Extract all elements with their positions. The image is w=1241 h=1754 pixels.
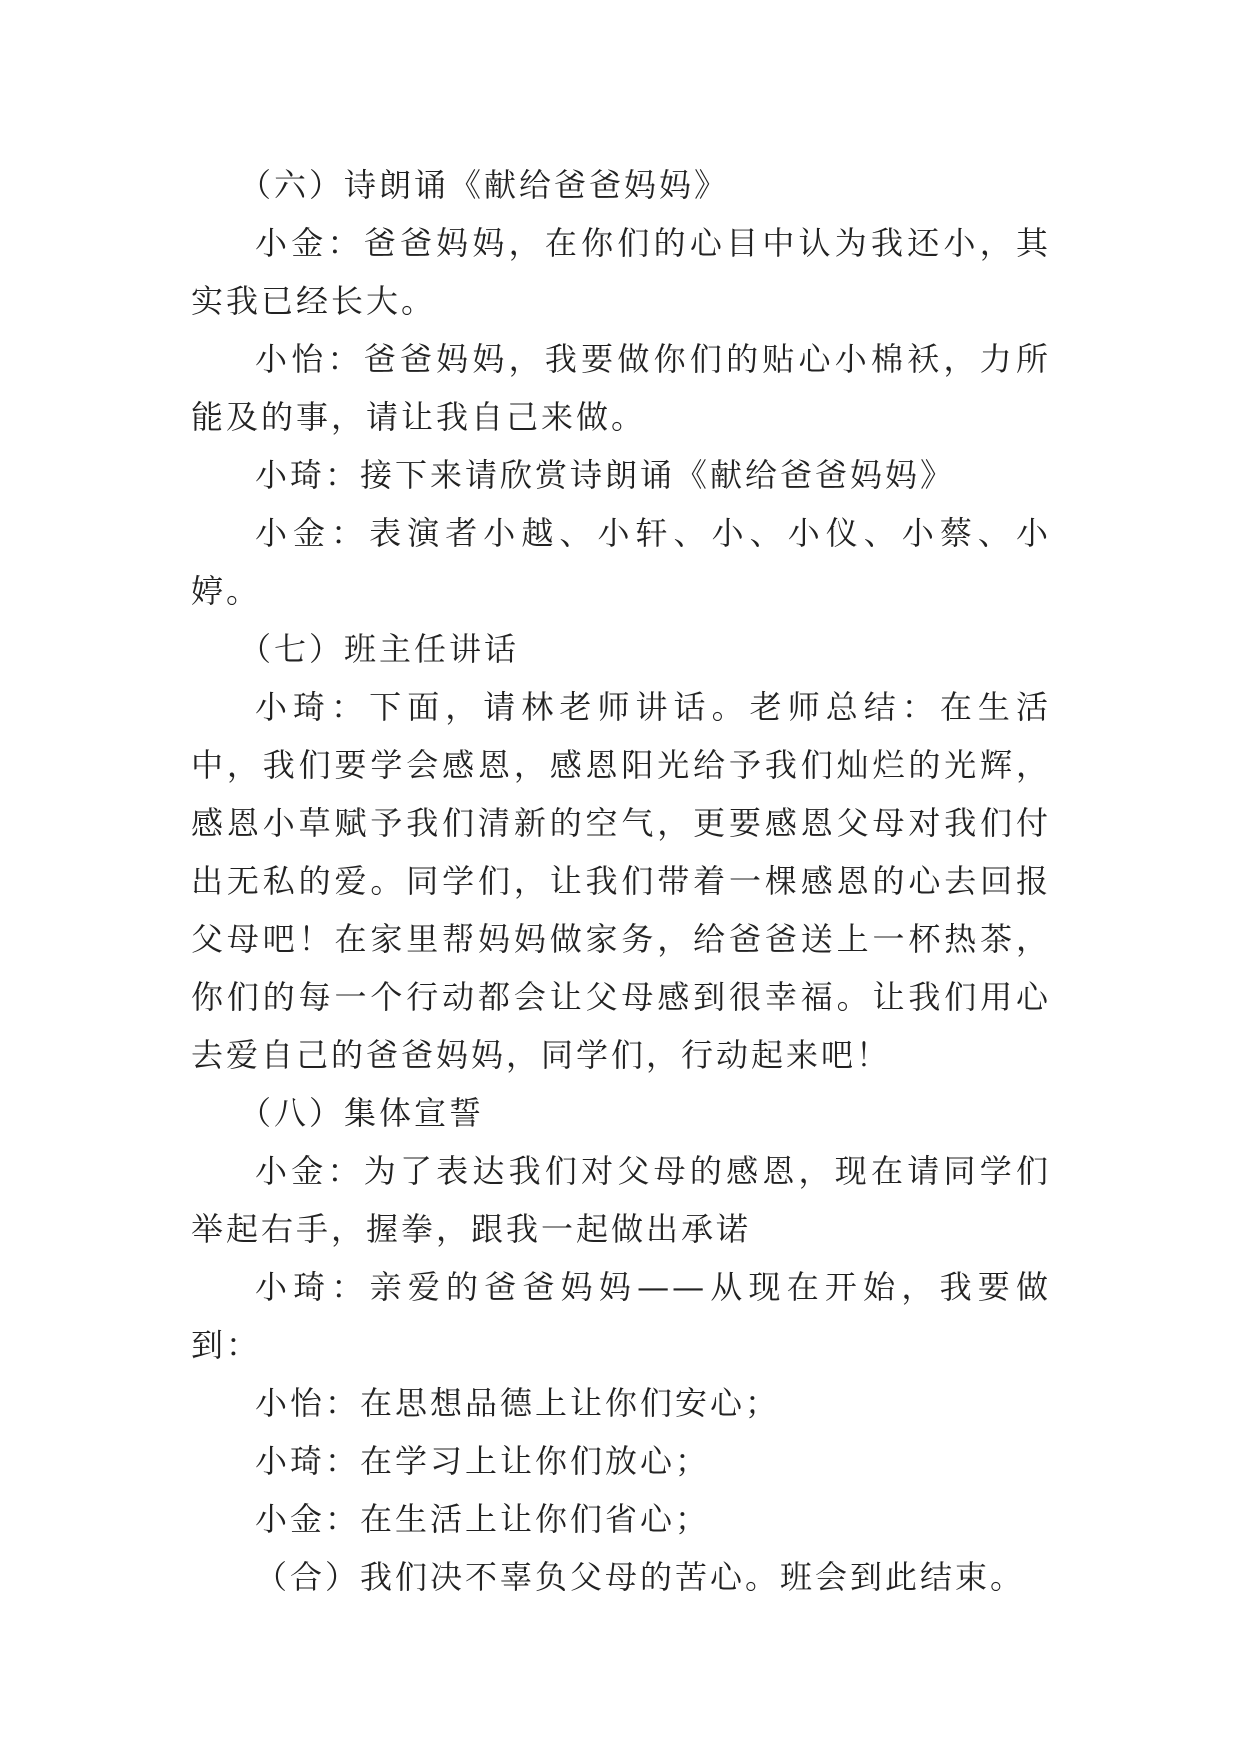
dialogue-line: 小怡：爸爸妈妈，我要做你们的贴心小棉袄，力所能及的事，请让我自己来做。: [191, 340, 1051, 436]
section-heading-teacher-speech: （七）班主任讲话: [239, 630, 520, 668]
dialogue-line: 小琦：接下来请欣赏诗朗诵《献给爸爸妈妈》: [255, 456, 956, 494]
dialogue-line: 小琦：在学习上让你们放心；: [255, 1442, 711, 1480]
section-heading-oath: （八）集体宣誓: [239, 1094, 485, 1132]
dialogue-line: 小怡：在思想品德上让你们安心；: [255, 1384, 781, 1422]
dialogue-line: 小琦：下面，请林老师讲话。老师总结：在生活中，我们要学会感恩，感恩阳光给予我们灿烂的光辉，感恩小草赋予我们清新的空气，更要感恩父母对我们付出无私的爱。同学们，让我们带着一棵感恩的心去回报父母吧！在家里帮妈妈做家务，给爸爸送上一杯热茶，你们的每一个行动都会让父母感到很幸福。让我们用心去爱自己的爸爸妈妈，同学们，行动起来吧！: [191, 688, 1051, 1074]
dialogue-line: 小琦：亲爱的爸爸妈妈——从现在开始，我要做到：: [191, 1268, 1051, 1364]
dialogue-line: 小金：在生活上让你们省心；: [255, 1500, 711, 1538]
document-body: [191, 156, 1051, 1606]
dialogue-line: 小金：为了表达我们对父母的感恩，现在请同学们举起右手，握拳，跟我一起做出承诺: [191, 1152, 1051, 1248]
closing-line: （合）我们决不辜负父母的苦心。班会到此结束。: [255, 1558, 1026, 1596]
dialogue-line: 小金：表演者小越、小轩、小、小仪、小蔡、小婷。: [191, 514, 1051, 610]
section-heading-poem: （六）诗朗诵《献给爸爸妈妈》: [239, 166, 730, 204]
dialogue-line: 小金：爸爸妈妈，在你们的心目中认为我还小，其实我已经长大。: [191, 224, 1051, 320]
